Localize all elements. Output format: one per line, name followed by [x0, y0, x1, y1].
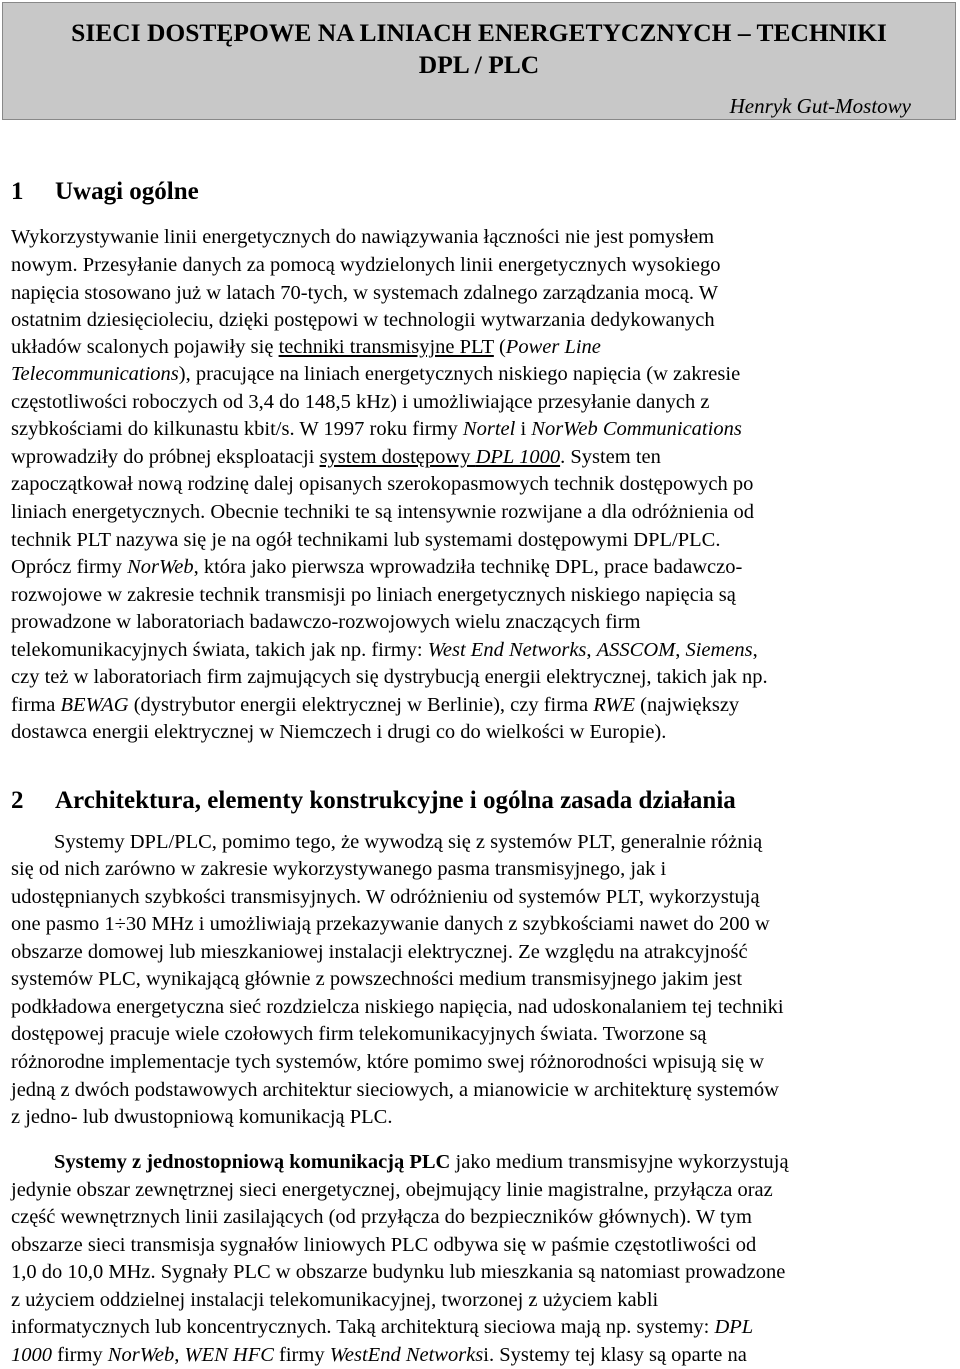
- paragraph-line: Systemy DPL/PLC, pomimo tego, że wywodzą się z systemów PLT, generalnie różnią: [54, 831, 763, 853]
- text-run: . System ten: [560, 446, 661, 468]
- paragraph-line: różnorodne implementacje tych systemów, które pomimo swej różnorodności wpisują się w: [11, 1051, 765, 1073]
- text-run: układów scalonych pojawiły się: [11, 336, 279, 358]
- paragraph-line: technik PLT nazywa się je na ogół technikami lub systemami dostępowymi DPL/PLC.: [11, 529, 721, 551]
- paragraph-line: liniach energetycznych. Obecnie techniki te są intensywnie rozwijane a dla odróżnienia od: [11, 501, 755, 523]
- paragraph-line: część wewnętrznych linii zasilających (od przyłącza do bezpieczników głównych). W tym: [11, 1206, 752, 1228]
- paragraph-line: [11, 1343, 747, 1367]
- paragraph-line: czy też w laboratoriach firm zajmujących się dystrybucją energii elektrycznej, takich jak np.: [11, 666, 768, 688]
- title-line-2: DPL / PLC: [418, 50, 540, 79]
- italic-term: Siemens: [685, 639, 753, 661]
- text-run: informatycznych lub koncentrycznych. Taką architekturą sieciowa mają np. systemy:: [11, 1316, 715, 1338]
- text-run: , która jako pierwsza wprowadziła technikę DPL, prace badawczo-: [193, 556, 743, 578]
- paragraph-line: one pasmo 1÷30 MHz i umożliwiają przekazywanie danych z szybkościami nawet do 200 w: [11, 913, 770, 935]
- italic-term: RWE: [593, 694, 636, 716]
- italic-term: DPL: [714, 1316, 754, 1338]
- italic-term: BEWAG: [60, 694, 129, 716]
- paragraph-line: [54, 1150, 789, 1174]
- paragraph-line: się od nich zarówno w zakresie wykorzystywanego pasma transmisyjnego, jak i: [11, 858, 667, 880]
- section-1-heading: [11, 177, 199, 207]
- paragraph-line: dostawca energii elektrycznej w Niemczech i drugi co do wielkości w Europie).: [11, 721, 667, 743]
- text-run: jako medium transmisyjne wykorzystują: [450, 1151, 789, 1173]
- italic-term: WestEnd Networks: [329, 1344, 484, 1366]
- title-line-1: SIECI DOSTĘPOWE NA LINIACH ENERGETYCZNYCH – TECHNIKI: [71, 18, 887, 47]
- paragraph-line: nowym. Przesyłanie danych za pomocą wydzielonych linii energetycznych wysokiego: [11, 254, 721, 276]
- paragraph-line: obszarze domowej lub mieszkaniowej instalacji elektrycznej. Ze względu na atrakcyjność: [11, 941, 748, 963]
- text-run: i. Systemy tej klasy są oparte na: [483, 1344, 747, 1366]
- text-run: ,: [752, 639, 758, 661]
- text-run: (dystrybutor energii elektrycznej w Berlinie), czy firma: [128, 694, 594, 716]
- underlined-term: system dostępowy: [319, 446, 476, 468]
- document-title: [3, 17, 955, 81]
- text-run: (: [493, 336, 506, 358]
- section-title: Architektura, elementy konstrukcyjne i ogólna zasada działania: [55, 787, 736, 814]
- text-run: ), pracujące na liniach energetycznych niskiego napięcia (w zakresie: [178, 363, 741, 385]
- text-run: Oprócz firmy: [11, 556, 128, 578]
- italic-term: NorWeb: [127, 556, 194, 578]
- title-banner: [2, 2, 956, 120]
- paragraph-line: jedną z dwóch podstawowych architektur sieciowych, a mianowicie w architekturę systemów: [11, 1079, 779, 1101]
- text-run: ,: [675, 639, 686, 661]
- italic-term: West End Networks: [427, 639, 587, 661]
- paragraph-line: obszarze sieci transmisja sygnałów liniowych PLC odbywa się w paśmie częstotliwości od: [11, 1234, 757, 1256]
- paragraph-line: [11, 1315, 753, 1339]
- section-number: 1: [11, 178, 24, 205]
- paragraph-line: dostępowej pracuje wiele czołowych firm telekomunikacyjnych świata. Tworzone są: [11, 1023, 707, 1045]
- italic-term: NorWeb: [107, 1344, 175, 1366]
- text-run: firmy: [52, 1344, 108, 1366]
- paragraph-line: podkładowa energetyczna sieć rozdzielcza niskiego napięcia, nad udoskonalaniem tej techniki: [11, 996, 784, 1018]
- paragraph-line: z użyciem oddzielnej instalacji telekomunikacyjnej, tworzonej z użyciem kabli: [11, 1289, 659, 1311]
- text-run: wprowadziły do próbnej eksploatacji: [11, 446, 320, 468]
- text-run: firmy: [273, 1344, 330, 1366]
- text-run: ,: [174, 1344, 185, 1366]
- paragraph-line: [11, 445, 661, 469]
- paragraph-line: zapoczątkował nową rodzinę dalej opisanych szerokopasmowych technik dostępowych po: [11, 473, 754, 495]
- text-run: firma: [11, 694, 61, 716]
- italic-term: WEN HFC: [184, 1344, 274, 1366]
- text-run: ,: [586, 639, 597, 661]
- italic-term: ASSCOM: [596, 639, 676, 661]
- paragraph-line: rozwojowe w zakresie technik transmisji po liniach energetycznych niskiego napięcia są: [11, 584, 736, 606]
- underlined-italic-term: DPL 1000: [475, 446, 561, 468]
- paragraph-line: [11, 638, 758, 662]
- paragraph-line: jedynie obszar zewnętrznej sieci energetycznej, obejmujący linie magistralne, przyłącza oraz: [11, 1179, 773, 1201]
- paragraph-line: Wykorzystywanie linii energetycznych do nawiązywania łączności nie jest pomysłem: [11, 226, 715, 248]
- paragraph-line: ostatnim dziesięcioleciu, dzięki postępowi w technologii wytwarzania dedykowanych: [11, 309, 715, 331]
- bold-term: Systemy z jednostopniową komunikacją PLC: [54, 1151, 451, 1173]
- paragraph-line: [11, 555, 742, 579]
- paragraph-line: [11, 693, 739, 717]
- italic-term: 1000: [11, 1344, 52, 1366]
- underlined-term: techniki transmisyjne PLT: [278, 336, 494, 358]
- italic-term: Telecommunications: [11, 363, 179, 385]
- section-number: 2: [11, 787, 24, 814]
- text-run: szybkościami do kilkunastu kbit/s. W 1997 roku firmy: [11, 418, 463, 440]
- italic-term: Power Line: [505, 336, 601, 358]
- paragraph-line: z jedno- lub dwustopniową komunikacją PLC.: [11, 1106, 393, 1128]
- italic-term: Nortel: [462, 418, 516, 440]
- paragraph-line: udostępnianych szybkości transmisyjnych. W odróżnieniu od systemów PLT, wykorzystują: [11, 886, 760, 908]
- paragraph-line: [11, 417, 742, 441]
- paragraph-line: napięcia stosowano już w latach 70-tych, w systemach zdalnego zarządzania mocą. W: [11, 282, 719, 304]
- section-title: Uwagi ogólne: [55, 178, 199, 205]
- paragraph-line: systemów PLC, wynikającą głównie z powszechności medium transmisyjnego jakim jest: [11, 968, 743, 990]
- author-name: Henryk Gut-Mostowy: [729, 94, 911, 118]
- text-run: telekomunikacyjnych świata, takich jak np. firmy:: [11, 639, 428, 661]
- section-2-heading: [11, 786, 736, 816]
- paragraph-line: 1,0 do 10,0 MHz. Sygnały PLC w obszarze budynku lub mieszkania są natomiast prowadzone: [11, 1261, 786, 1283]
- text-run: (największy: [635, 694, 740, 716]
- italic-term: NorWeb Communications: [531, 418, 742, 440]
- text-run: i: [515, 418, 532, 440]
- paragraph-line: prowadzone w laboratoriach badawczo-rozwojowych wielu znaczących firm: [11, 611, 641, 633]
- paragraph-line: [11, 362, 740, 386]
- paragraph-line: [11, 335, 601, 359]
- paragraph-line: częstotliwości roboczych od 3,4 do 148,5 kHz) i umożliwiające przesyłanie danych z: [11, 391, 710, 413]
